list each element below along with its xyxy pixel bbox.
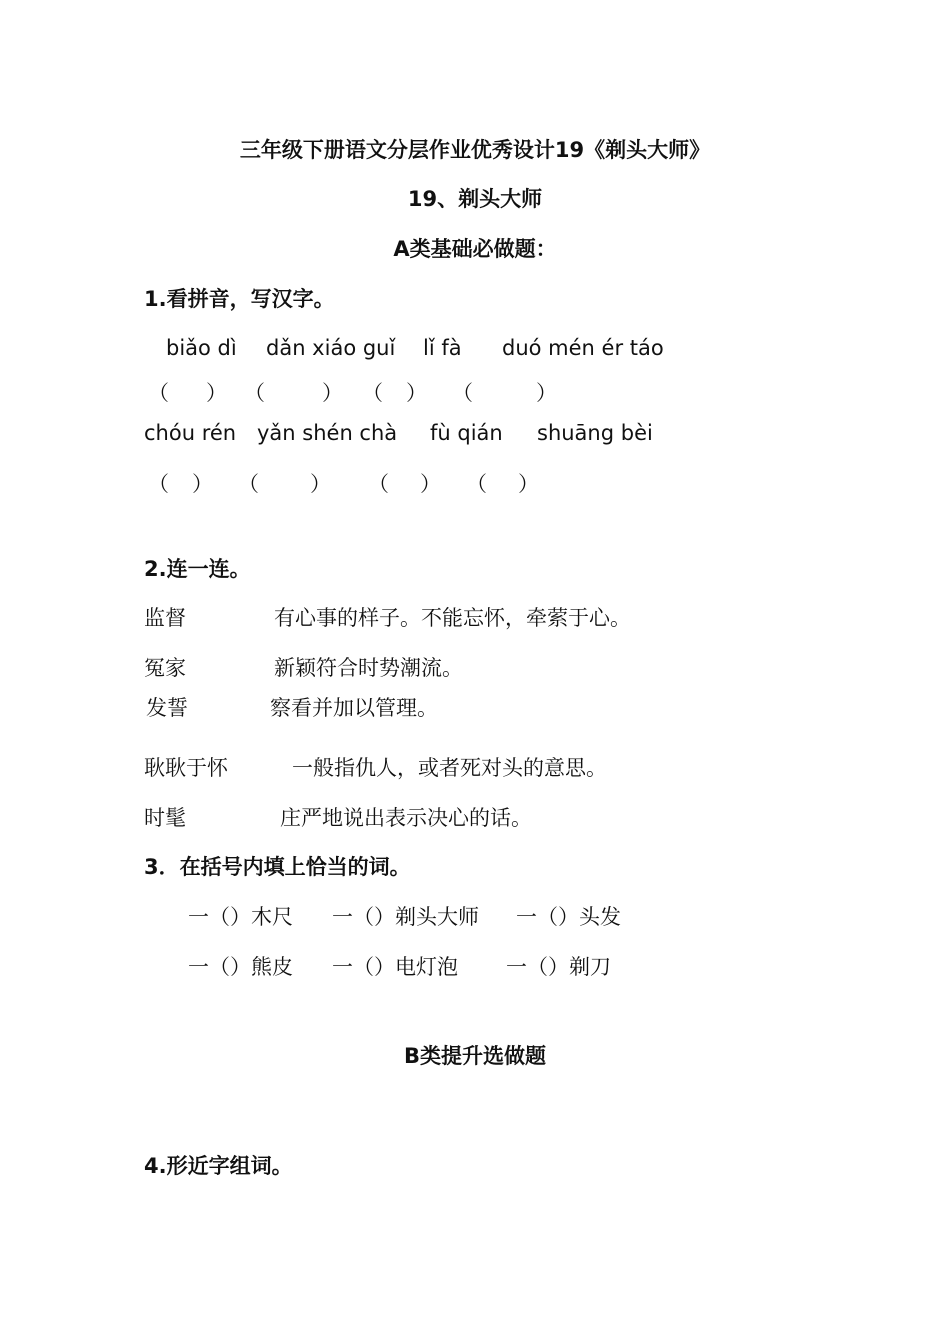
section-a-heading: A类基础必做题： [393, 237, 557, 261]
lesson-title: 19、剃头大师 [407, 187, 543, 211]
section-b-heading: B类提升选做题 [403, 1044, 546, 1068]
answer-bracket-open: （ [238, 472, 259, 496]
answer-bracket-close: ） [206, 381, 227, 405]
pinyin-item: fù qián [430, 421, 503, 445]
match-definition: 一般指仇人，或者死对头的意思。 [292, 756, 607, 780]
match-word: 冤家 [144, 656, 186, 680]
match-definition: 有心事的样子。不能忘怀，牵萦于心。 [274, 606, 631, 630]
answer-bracket-close: ） [322, 381, 343, 405]
fill-item: 一（）木尺 [188, 905, 293, 929]
pinyin-item: biǎo dì [166, 336, 237, 360]
pinyin-item: chóu rén [144, 421, 237, 445]
fill-item: 一（）剃刀 [506, 955, 611, 979]
fill-item: 一（）剃头大师 [332, 905, 479, 929]
answer-bracket-open: （ [368, 472, 389, 496]
match-word: 监督 [144, 606, 186, 630]
fill-item: 一（）头发 [516, 905, 621, 929]
pinyin-item: duó mén ér táo [502, 336, 664, 360]
answer-bracket-close: ） [536, 381, 557, 405]
answer-bracket-open: （ [148, 381, 169, 405]
pinyin-item: lǐ fà [423, 336, 462, 360]
pinyin-item: yǎn shén chà [257, 421, 398, 445]
match-definition: 新颖符合时势潮流。 [274, 656, 463, 680]
match-word: 耿耿于怀 [144, 756, 228, 780]
fill-item: 一（）熊皮 [188, 955, 293, 979]
answer-bracket-close: ） [420, 472, 441, 496]
answer-bracket-open: （ [362, 381, 383, 405]
answer-bracket-open: （ [466, 472, 487, 496]
pinyin-item: dǎn xiáo guǐ [266, 336, 396, 360]
document-title: 三年级下册语文分层作业优秀设计19《剃头大师》 [239, 138, 711, 162]
match-definition: 察看并加以管理。 [270, 696, 438, 720]
q1-heading: 1.看拼音，写汉字。 [144, 287, 335, 311]
answer-bracket-close: ） [518, 472, 539, 496]
match-word: 发誓 [146, 696, 188, 720]
q2-heading: 2.连一连。 [144, 557, 251, 581]
answer-bracket-open: （ [452, 381, 473, 405]
q3-heading: 3．在括号内填上恰当的词。 [144, 855, 411, 879]
match-word: 时髦 [144, 806, 186, 830]
answer-bracket-open: （ [244, 381, 265, 405]
answer-bracket-close: ） [310, 472, 331, 496]
fill-item: 一（）电灯泡 [332, 955, 458, 979]
match-definition: 庄严地说出表示决心的话。 [280, 806, 532, 830]
answer-bracket-close: ） [192, 472, 213, 496]
q4-heading: 4.形近字组词。 [144, 1154, 293, 1178]
answer-bracket-open: （ [148, 472, 169, 496]
answer-bracket-close: ） [406, 381, 427, 405]
pinyin-item: shuāng bèi [537, 421, 653, 445]
